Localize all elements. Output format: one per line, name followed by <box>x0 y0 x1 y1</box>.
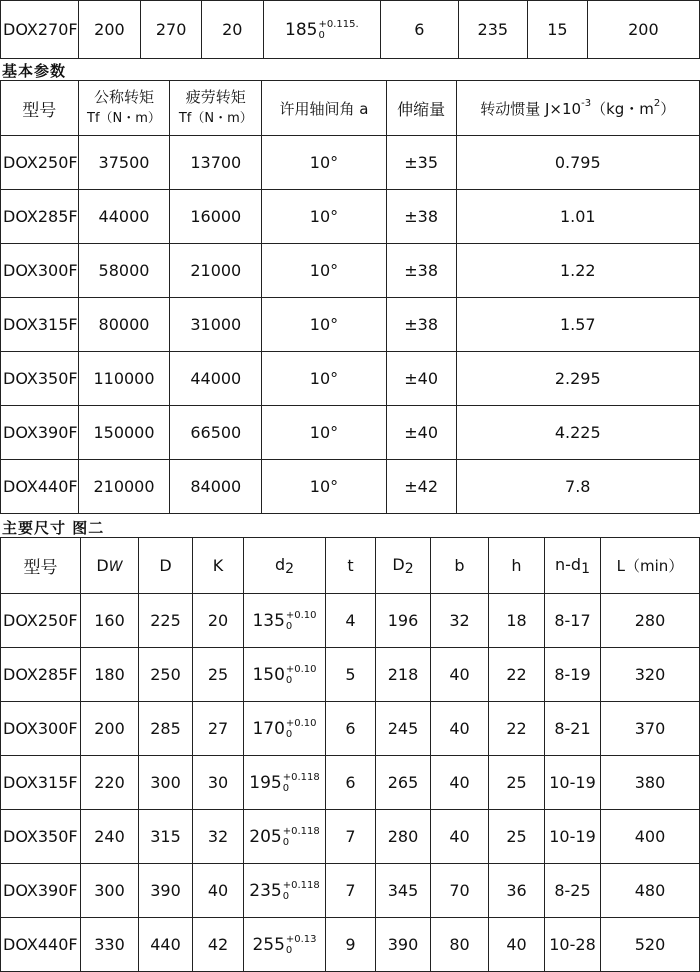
header-t: t <box>326 538 376 594</box>
t-cell: 7 <box>326 864 376 918</box>
top-partial-table <box>0 0 700 59</box>
d2-tolerance-cell <box>244 756 326 810</box>
d2-tolerance-cell <box>244 702 326 756</box>
t-cell: 4 <box>326 594 376 648</box>
d2-tolerance-cell <box>244 648 326 702</box>
stretch-cell: ±42 <box>386 460 456 514</box>
D2-cell: 265 <box>376 756 431 810</box>
fatigue-cell: 31000 <box>170 298 262 352</box>
model-cell: DOX315F <box>1 756 81 810</box>
d2-tolerance <box>286 664 317 686</box>
inertia-cell: 7.8 <box>456 460 699 514</box>
main-dims-table <box>0 537 700 972</box>
header-inertia-unit: （kg・m <box>591 99 654 118</box>
header-fatigue-torque <box>170 81 262 136</box>
d2-base: 205 <box>249 826 282 847</box>
h-cell: 18 <box>489 594 545 648</box>
header-row <box>1 81 700 136</box>
header-D: D <box>139 538 193 594</box>
h-cell: 25 <box>489 756 545 810</box>
table-row <box>1 810 700 864</box>
Dw-cell: 240 <box>81 810 139 864</box>
angle-cell: 10° <box>262 406 387 460</box>
header-L: L（min） <box>601 538 700 594</box>
K-cell: 25 <box>193 648 244 702</box>
L-cell: 320 <box>601 648 700 702</box>
inertia-cell: 1.57 <box>456 298 699 352</box>
d2-tolerance <box>283 826 320 848</box>
inertia-cell: 1.22 <box>456 244 699 298</box>
model-cell: DOX440F <box>1 460 79 514</box>
L-cell: 520 <box>601 918 700 972</box>
angle-cell: 10° <box>262 298 387 352</box>
d2-base: 195 <box>249 772 282 793</box>
header-h: h <box>489 538 545 594</box>
d2-lower: 0 <box>318 29 325 41</box>
table-row <box>1 460 700 514</box>
header-dw-main: D <box>96 556 109 575</box>
D2-cell: 218 <box>376 648 431 702</box>
b-cell: 40 <box>431 810 489 864</box>
D2-cell: 245 <box>376 702 431 756</box>
d2-tolerance <box>283 880 320 902</box>
header-angle: 许用轴间角 a <box>262 81 387 136</box>
model-cell: DOX390F <box>1 864 81 918</box>
L-cell: 380 <box>601 756 700 810</box>
header-inertia <box>456 81 699 136</box>
table-row <box>1 298 700 352</box>
d2-tolerance-cell <box>244 864 326 918</box>
K-cell: 42 <box>193 918 244 972</box>
nd1-cell: 8-19 <box>545 648 601 702</box>
section-title-basic-params: 基本参数 <box>2 62 67 80</box>
model-cell: DOX315F <box>1 298 79 352</box>
header-model: 型号 <box>1 538 81 594</box>
model-cell: DOX440F <box>1 918 81 972</box>
angle-cell: 10° <box>262 190 387 244</box>
t-cell: 7 <box>326 810 376 864</box>
k-cell: 20 <box>201 1 263 59</box>
angle-cell: 10° <box>262 460 387 514</box>
header-dw <box>81 538 139 594</box>
t-cell: 5 <box>326 648 376 702</box>
b-cell: 80 <box>431 918 489 972</box>
nd1-cell: 8-17 <box>545 594 601 648</box>
model-cell: DOX300F <box>1 702 81 756</box>
d2-upper: +0.118 <box>282 879 320 891</box>
d2-tolerance <box>283 772 320 794</box>
header-model: 型号 <box>1 81 79 136</box>
Dw-cell: 330 <box>81 918 139 972</box>
D-cell: 285 <box>139 702 193 756</box>
D-cell: 390 <box>139 864 193 918</box>
inertia-cell: 4.225 <box>456 406 699 460</box>
header-stretch: 伸缩量 <box>386 81 456 136</box>
section-title-main-dims: 主要尺寸 图二 <box>2 519 105 537</box>
fatigue-cell: 13700 <box>170 136 262 190</box>
nd1-cell: 10-28 <box>545 918 601 972</box>
nominal-cell: 110000 <box>78 352 170 406</box>
header-D2 <box>376 538 431 594</box>
header-b: b <box>431 538 489 594</box>
d2-tolerance-cell <box>244 918 326 972</box>
table-row <box>1 190 700 244</box>
L-cell: 370 <box>601 702 700 756</box>
header-inertia-close: ） <box>660 99 676 118</box>
h-cell: 36 <box>489 864 545 918</box>
nominal-cell: 150000 <box>78 406 170 460</box>
inertia-cell: 2.295 <box>456 352 699 406</box>
header-fatigue-torque-line2: Tf（N・m） <box>178 111 253 126</box>
d2-base: 135 <box>252 610 285 631</box>
d2-base: 235 <box>249 880 282 901</box>
fatigue-cell: 16000 <box>170 190 262 244</box>
inertia-cell: 1.01 <box>456 190 699 244</box>
D-cell: 315 <box>139 810 193 864</box>
main-dims-body <box>1 594 700 972</box>
fatigue-cell: 66500 <box>170 406 262 460</box>
b-cell: 40 <box>431 702 489 756</box>
Dw-cell: 200 <box>81 702 139 756</box>
model-cell: DOX250F <box>1 136 79 190</box>
nominal-cell: 44000 <box>78 190 170 244</box>
header-nominal-torque-line2: Tf（N・m） <box>87 111 161 126</box>
d2-tolerance-cell <box>263 1 381 59</box>
header-inertia-exp: -3 <box>581 97 592 109</box>
D2-cell: 280 <box>376 810 431 864</box>
nd1-cell: 8-21 <box>545 702 601 756</box>
D-cell: 300 <box>139 756 193 810</box>
header-D2-sub: 2 <box>404 560 414 577</box>
D-cell: 440 <box>139 918 193 972</box>
table-row <box>1 1 700 59</box>
header-K: K <box>193 538 244 594</box>
D2-cell: 196 <box>376 594 431 648</box>
table-row <box>1 702 700 756</box>
d2-upper: +0.10 <box>285 717 317 729</box>
K-cell: 40 <box>193 864 244 918</box>
nominal-cell: 37500 <box>78 136 170 190</box>
model-cell: DOX285F <box>1 648 81 702</box>
basic-params-table <box>0 80 700 514</box>
header-d2 <box>244 538 326 594</box>
fatigue-cell: 44000 <box>170 352 262 406</box>
model-cell: DOX350F <box>1 352 79 406</box>
header-row <box>1 538 700 594</box>
nominal-cell: 210000 <box>78 460 170 514</box>
header-inertia-unit-exp: 2 <box>653 97 661 109</box>
D2-cell: 390 <box>376 918 431 972</box>
table-row <box>1 918 700 972</box>
d2-upper: +0.13 <box>285 933 317 945</box>
model-cell: DOX285F <box>1 190 79 244</box>
h-cell: 22 <box>489 648 545 702</box>
t-cell: 6 <box>326 702 376 756</box>
angle-cell: 10° <box>262 244 387 298</box>
d2-base: 185 <box>285 19 318 40</box>
b-cell: 15 <box>528 1 588 59</box>
inertia-cell: 0.795 <box>456 136 699 190</box>
d2-base: 150 <box>252 664 285 685</box>
table-row <box>1 352 700 406</box>
Dw-cell: 300 <box>81 864 139 918</box>
d2-tolerance <box>319 19 359 41</box>
header-nd1 <box>545 538 601 594</box>
h-cell: 40 <box>489 918 545 972</box>
d2-base: 170 <box>252 718 285 739</box>
K-cell: 27 <box>193 702 244 756</box>
nd1-cell: 8-25 <box>545 864 601 918</box>
header-dw-sub: W <box>108 559 123 575</box>
header-D2-main: D <box>392 554 405 574</box>
model-cell: DOX270F <box>1 1 79 59</box>
nd1-cell: 10-19 <box>545 810 601 864</box>
d2-lower: 0 <box>282 890 290 902</box>
Dw-cell: 180 <box>81 648 139 702</box>
basic-params-body <box>1 136 700 514</box>
d2-tolerance <box>286 718 317 740</box>
d2-upper: +0.10 <box>285 609 317 621</box>
stretch-cell: ±38 <box>386 244 456 298</box>
stretch-cell: ±35 <box>386 136 456 190</box>
L-cell: 480 <box>601 864 700 918</box>
fatigue-cell: 84000 <box>170 460 262 514</box>
d2-lower: 0 <box>285 620 293 632</box>
D2-cell: 345 <box>376 864 431 918</box>
header-nd1-sub: 1 <box>581 560 590 577</box>
K-cell: 32 <box>193 810 244 864</box>
stretch-cell: ±40 <box>386 406 456 460</box>
L-cell: 400 <box>601 810 700 864</box>
d2-upper: +0.115. <box>318 18 359 30</box>
d2-upper: +0.118 <box>282 825 320 837</box>
d-cell: 270 <box>141 1 202 59</box>
header-fatigue-torque-line1: 疲劳转矩 <box>185 88 246 106</box>
Dw-cell: 160 <box>81 594 139 648</box>
t-cell: 9 <box>326 918 376 972</box>
stretch-cell: ±38 <box>386 190 456 244</box>
b-cell: 40 <box>431 648 489 702</box>
header-inertia-prefix: 转动惯量 J×10 <box>480 99 582 118</box>
K-cell: 20 <box>193 594 244 648</box>
Dw-cell: 220 <box>81 756 139 810</box>
last-cell: 200 <box>587 1 699 59</box>
table-row <box>1 406 700 460</box>
D2-cell: 235 <box>458 1 528 59</box>
angle-cell: 10° <box>262 136 387 190</box>
b-cell: 70 <box>431 864 489 918</box>
stretch-cell: ±38 <box>386 298 456 352</box>
table-row <box>1 244 700 298</box>
b-cell: 32 <box>431 594 489 648</box>
angle-cell: 10° <box>262 352 387 406</box>
header-d2-sub: 2 <box>285 560 295 577</box>
nominal-cell: 58000 <box>78 244 170 298</box>
d2-tolerance <box>286 934 317 956</box>
table-row <box>1 136 700 190</box>
d2-tolerance-cell <box>244 594 326 648</box>
model-cell: DOX250F <box>1 594 81 648</box>
header-nominal-torque <box>78 81 170 136</box>
d2-lower: 0 <box>282 782 290 794</box>
nominal-cell: 80000 <box>78 298 170 352</box>
t-cell: 6 <box>326 756 376 810</box>
model-cell: DOX300F <box>1 244 79 298</box>
d2-tolerance-cell <box>244 810 326 864</box>
D-cell: 225 <box>139 594 193 648</box>
d2-upper: +0.118 <box>282 771 320 783</box>
table-row <box>1 648 700 702</box>
L-cell: 280 <box>601 594 700 648</box>
d2-lower: 0 <box>285 674 293 686</box>
table-row <box>1 864 700 918</box>
b-cell: 40 <box>431 756 489 810</box>
model-cell: DOX350F <box>1 810 81 864</box>
model-cell: DOX390F <box>1 406 79 460</box>
d2-tolerance <box>286 610 317 632</box>
table-row <box>1 756 700 810</box>
d2-lower: 0 <box>285 944 293 956</box>
dw-cell: 200 <box>78 1 141 59</box>
stretch-cell: ±40 <box>386 352 456 406</box>
header-nominal-torque-line1: 公称转矩 <box>93 88 154 106</box>
h-cell: 22 <box>489 702 545 756</box>
h-cell: 25 <box>489 810 545 864</box>
d2-base: 255 <box>252 934 285 955</box>
t-cell: 6 <box>381 1 458 59</box>
table-row <box>1 594 700 648</box>
d2-upper: +0.10 <box>285 663 317 675</box>
d2-lower: 0 <box>282 836 290 848</box>
header-d2-main: d <box>274 554 286 574</box>
D-cell: 250 <box>139 648 193 702</box>
K-cell: 30 <box>193 756 244 810</box>
d2-lower: 0 <box>285 728 293 740</box>
fatigue-cell: 21000 <box>170 244 262 298</box>
header-nd1-main: n-d <box>555 554 582 574</box>
nd1-cell: 10-19 <box>545 756 601 810</box>
